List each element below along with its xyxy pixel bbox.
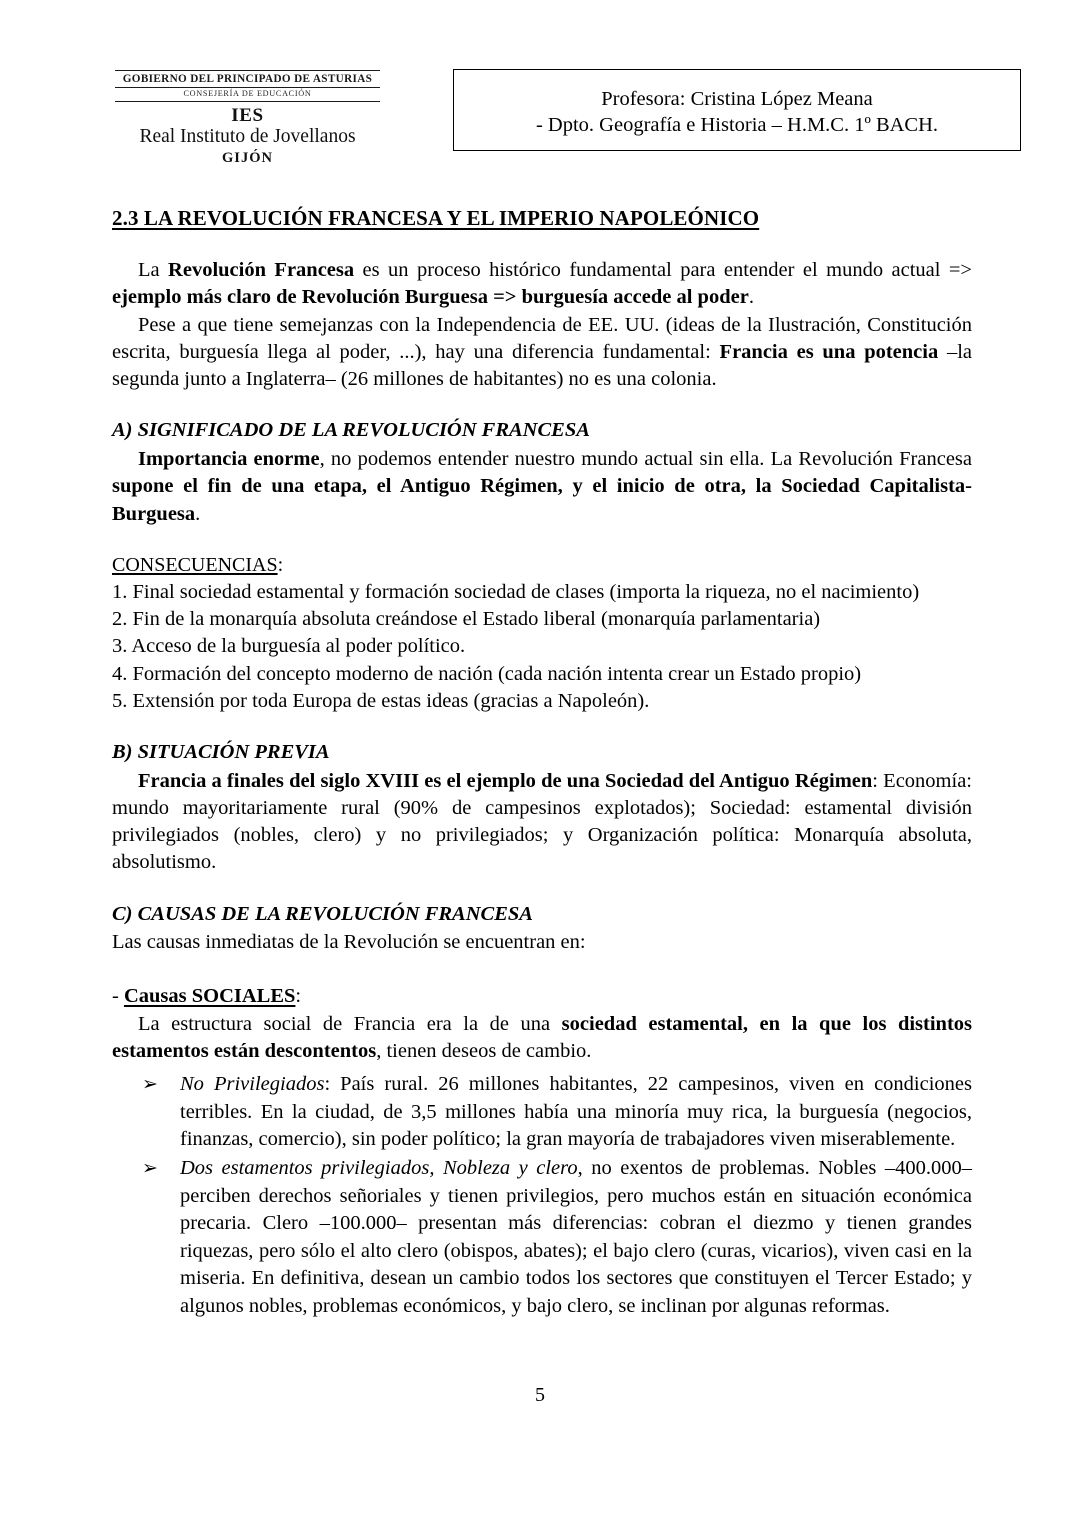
section-a-paragraph <box>112 446 972 528</box>
consequences-block <box>112 552 972 715</box>
section-a-part-b: , no podemos entender nuestro mundo actual sin ella. La Revolución Francesa <box>319 448 972 471</box>
section-b-bold-lead: Francia a finales del siglo XVIII es el ejemplo de una Sociedad del Antiguo Régimen <box>138 769 873 792</box>
list-item: 1. Final sociedad estamental y formación sociedad de clases (importa la riqueza, no el nacimiento) <box>112 580 920 603</box>
section-a-part-d: . <box>195 502 201 525</box>
consequences-label-text: CONSECUENCIAS <box>112 553 278 576</box>
teacher-name-line: Profesora: Cristina López Meana <box>601 88 873 110</box>
department-line: CONSEJERÍA DE EDUCACIÓN <box>183 88 312 98</box>
causas-bold-claim: sociedad estamental, en la que los distintos estamentos están descontentos <box>112 1012 973 1063</box>
bullet-1-italic-lead: Dos estamentos privilegiados, Nobleza y clero <box>180 1157 578 1180</box>
causas-sociales-paragraph <box>112 1011 972 1066</box>
page-number: 5 <box>535 1384 545 1406</box>
section-a-heading: A) SIGNIFICADO DE LA REVOLUCIÓN FRANCESA <box>112 419 590 442</box>
intro-p2-bold-claim: Francia es una potencia <box>719 340 939 363</box>
intro-block <box>112 257 972 393</box>
section-c-heading: C) CAUSAS DE LA REVOLUCIÓN FRANCESA <box>112 902 533 925</box>
causas-part-a: La estructura social de Francia era la de una <box>138 1012 562 1035</box>
arrowhead-bullet-icon: ➢ <box>142 1073 158 1096</box>
intro-p2-part-c: –la segunda junto a Inglaterra– (26 millones de habitantes) no es una colonia. <box>112 340 973 391</box>
intro-paragraph-1 <box>112 257 972 312</box>
section-b-heading: B) SITUACIÓN PREVIA <box>112 741 330 764</box>
intro-p1-bold-claim: ejemplo más claro de Revolución Burguesa => burguesía accede al poder <box>112 286 749 309</box>
section-a-bold-lead: Importancia enorme <box>138 448 320 471</box>
school-city: GIJÓN <box>222 150 273 167</box>
causas-dash: - <box>112 984 124 1007</box>
bullet-1-text: , no exentos de problemas. Nobles –400.000– perciben derechos señoriales y tienen privilegios, pero muchos están en situación económica precaria. Clero –100.000– presentan más diferencias: cobran el diezmo y tienen grandes riquezas, pero sólo el alto clero (obispos, abates); el bajo clero (curas, vicarios), viven casi en la miseria. En definitiva, desean un cambio todos los sectores que constituyen el Tercer Estado; y algunos nobles, problemas económicos, y bajo clero, se inclinan por algunas reformas. <box>180 1157 972 1317</box>
causas-sociales-heading <box>112 983 972 1010</box>
school-name: Real Instituto de Jovellanos <box>139 125 356 147</box>
teacher-department-line: - Dpto. Geografía e Historia – H.M.C. 1º BACH. <box>535 114 939 137</box>
intro-p2-part-a: Pese a que tiene semejanzas con la Independencia de EE. UU. (ideas de la Ilustración, Constitución escrita, burguesía llega al poder, ...), hay una diferencia fundamental: <box>112 313 972 363</box>
school-letterhead <box>115 70 380 166</box>
intro-p1-part-a: La <box>138 259 169 282</box>
section-b-paragraph <box>112 768 972 877</box>
page-header <box>0 62 1080 182</box>
list-item: 2. Fin de la monarquía absoluta creándose el Estado liberal (monarquía parlamentaria) <box>112 608 821 631</box>
bullet-0-italic-lead: No Privilegiados <box>180 1073 325 1096</box>
section-c-lead: Las causas inmediatas de la Revolución se encuentran en: <box>112 931 586 954</box>
section-a-bold-claim: supone el fin de una etapa, el Antiguo Régimen, y el inicio de otra, la Sociedad Capitalista-Burguesa <box>112 475 972 525</box>
teacher-info-box <box>453 69 1021 151</box>
list-item: 5. Extensión por toda Europa de estas ideas (gracias a Napoleón). <box>112 689 650 712</box>
school-type: IES <box>231 104 264 126</box>
causas-colon: : <box>295 984 302 1007</box>
causas-sociales-bullets <box>112 1071 972 1320</box>
section-b <box>112 739 972 877</box>
section-c <box>112 901 972 957</box>
intro-p1-bold-term: Revolución Francesa <box>168 259 355 282</box>
consequences-label-colon: : <box>277 553 284 576</box>
section-a <box>112 417 972 527</box>
arrowhead-bullet-icon: ➢ <box>142 1157 158 1180</box>
spacer-consequences <box>112 528 972 552</box>
consequences-label <box>112 552 972 578</box>
spacer-causas-sociales <box>112 957 972 983</box>
bullet-0-text: : País rural. 26 millones habitantes, 22 campesinos, viven en condiciones terribles. En la ciudad, de 3,5 millones había una minoría muy rica, la burguesía (negocios, finanzas, comercio), sin poder político; la gran mayoría de trabajadores viven miserablemente. <box>180 1073 972 1151</box>
list-item: 3. Acceso de la burguesía al poder político. <box>112 635 466 658</box>
causas-part-c: , tienen deseos de cambio. <box>376 1040 592 1063</box>
intro-p1-part-e: . <box>748 286 754 309</box>
list-item <box>112 1155 972 1320</box>
list-item: 4. Formación del concepto moderno de nación (cada nación intenta crear un Estado propio) <box>112 662 862 685</box>
document-content <box>112 206 972 1321</box>
section-b-part-b: : Economía: mundo mayoritariamente rural (90% de campesinos explotados); Sociedad: estamental división privilegiados (nobles, clero) y no privilegiados; y Organización política: Monarquía absoluta, absolutismo. <box>112 769 972 874</box>
causas-sociales-block <box>112 983 972 1321</box>
page-title: 2.3 LA REVOLUCIÓN FRANCESA Y EL IMPERIO NAPOLEÓNICO <box>112 206 760 230</box>
consequences-list <box>112 579 972 715</box>
intro-p1-part-c: es un proceso histórico fundamental para entender el mundo actual => <box>354 259 972 282</box>
government-line: GOBIERNO DEL PRINCIPADO DE ASTURIAS <box>122 72 373 85</box>
intro-paragraph-2 <box>112 312 972 394</box>
causas-sociales-label: Causas SOCIALES <box>123 984 296 1007</box>
list-item <box>112 1071 972 1154</box>
